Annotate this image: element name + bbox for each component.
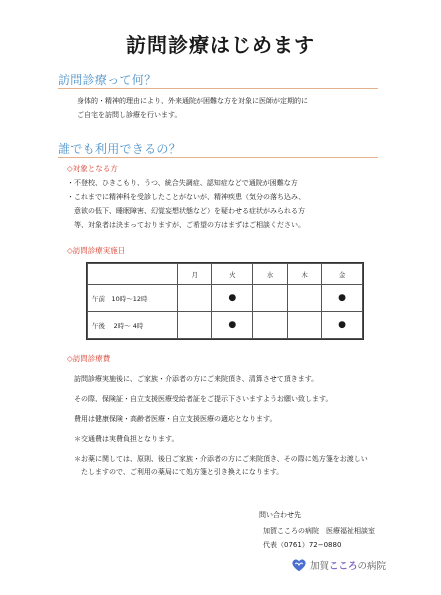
schedule-corner-cell xyxy=(88,264,178,285)
schedule-cell xyxy=(178,312,212,339)
contact-label: 問い合わせ先 xyxy=(259,511,301,519)
contact-tel: 代表（0761）72−0880 xyxy=(263,541,342,549)
page-title: 訪問診療はじめます xyxy=(126,33,315,57)
what-line-1: 身体的・精神的理由により、外来通院が困難な方を対象に医師が定期的に xyxy=(77,97,308,105)
hospital-logo xyxy=(290,556,386,574)
schedule-cell: ● xyxy=(322,285,363,312)
time-slot-label: 午後 2時〜 4時 xyxy=(88,312,178,339)
section-heading-who: 誰でも利用できるの？ xyxy=(58,142,182,156)
schedule-cell xyxy=(287,285,321,312)
fee-line-5: ＊お薬に関しては、原則、後日ご家族・介添者の方にご来院頂き、その際に処方箋をお渡しい xyxy=(74,455,368,463)
schedule-cell xyxy=(287,312,321,339)
schedule-cell xyxy=(178,285,212,312)
diamond-icon: ◇ xyxy=(67,246,73,255)
target-line-4: 等、対象者は決まっておりますが、ご希望の方はまずはご相談ください。 xyxy=(67,221,305,229)
schedule-row xyxy=(88,312,363,339)
target-heading-label: 対象となる方 xyxy=(72,164,118,173)
day-header: 月 xyxy=(178,264,212,285)
diamond-icon: ◇ xyxy=(67,354,73,363)
day-header: 木 xyxy=(287,264,321,285)
schedule-cell xyxy=(253,285,287,312)
schedule-row xyxy=(88,285,363,312)
target-line-1: ・不登校、ひきこもり、うつ、統合失調症、認知症などで通院が困難な方 xyxy=(67,179,298,187)
day-header: 水 xyxy=(253,264,287,285)
heart-hands-icon xyxy=(290,556,308,574)
contact-dept: 加賀こころの病院 医療福祉相談室 xyxy=(263,527,375,535)
schedule-heading xyxy=(67,245,125,256)
fee-line-4: ＊交通費は実費負担となります。 xyxy=(74,435,179,443)
target-line-2: ・これまでに精神科を受診したことがないが、精神疾患（気分の落ち込み、 xyxy=(67,193,306,201)
target-line-3: 意欲の低下、睡眠障害、幻覚妄想状態など）を疑わせる症状がみられる方 xyxy=(67,207,305,215)
day-header: 火 xyxy=(212,264,253,285)
schedule-heading-label: 訪問診療実施日 xyxy=(72,246,126,255)
logo-prefix: 加賀 xyxy=(310,561,330,572)
fee-line-2: その際、保険証・自立支援医療受給者証をご提示下さいますようお願い致します。 xyxy=(74,395,333,403)
target-heading xyxy=(67,163,118,174)
schedule-cell xyxy=(253,312,287,339)
logo-wordmark xyxy=(310,558,386,572)
schedule-header-row xyxy=(88,264,363,285)
section-divider xyxy=(58,157,378,158)
fee-line-3: 費用は健康保険・高齢者医療・自立支援医療の適応となります。 xyxy=(74,415,277,423)
logo-suffix: の病院 xyxy=(357,561,387,572)
fee-line-6: たしますので、ご利用の薬局にて処方箋と引き換えになります。 xyxy=(74,468,284,476)
logo-accent: こころ xyxy=(329,561,358,572)
time-slot-label: 午前 10時〜12時 xyxy=(88,285,178,312)
what-line-2: ご自宅を訪問し診療を行います。 xyxy=(77,111,182,119)
schedule-cell: ● xyxy=(212,312,253,339)
schedule-table xyxy=(86,262,364,340)
fee-line-1: 訪問診療実施後に、ご家族・介添者の方にご来院頂き、清算させて頂きます。 xyxy=(74,375,319,383)
day-header: 金 xyxy=(322,264,363,285)
schedule-cell: ● xyxy=(212,285,253,312)
section-heading-what: 訪問診療って何？ xyxy=(58,73,157,87)
diamond-icon: ◇ xyxy=(67,164,73,173)
fee-heading xyxy=(67,353,110,364)
section-divider xyxy=(58,88,378,89)
fee-heading-label: 訪問診療費 xyxy=(72,354,111,363)
schedule-cell: ● xyxy=(322,312,363,339)
